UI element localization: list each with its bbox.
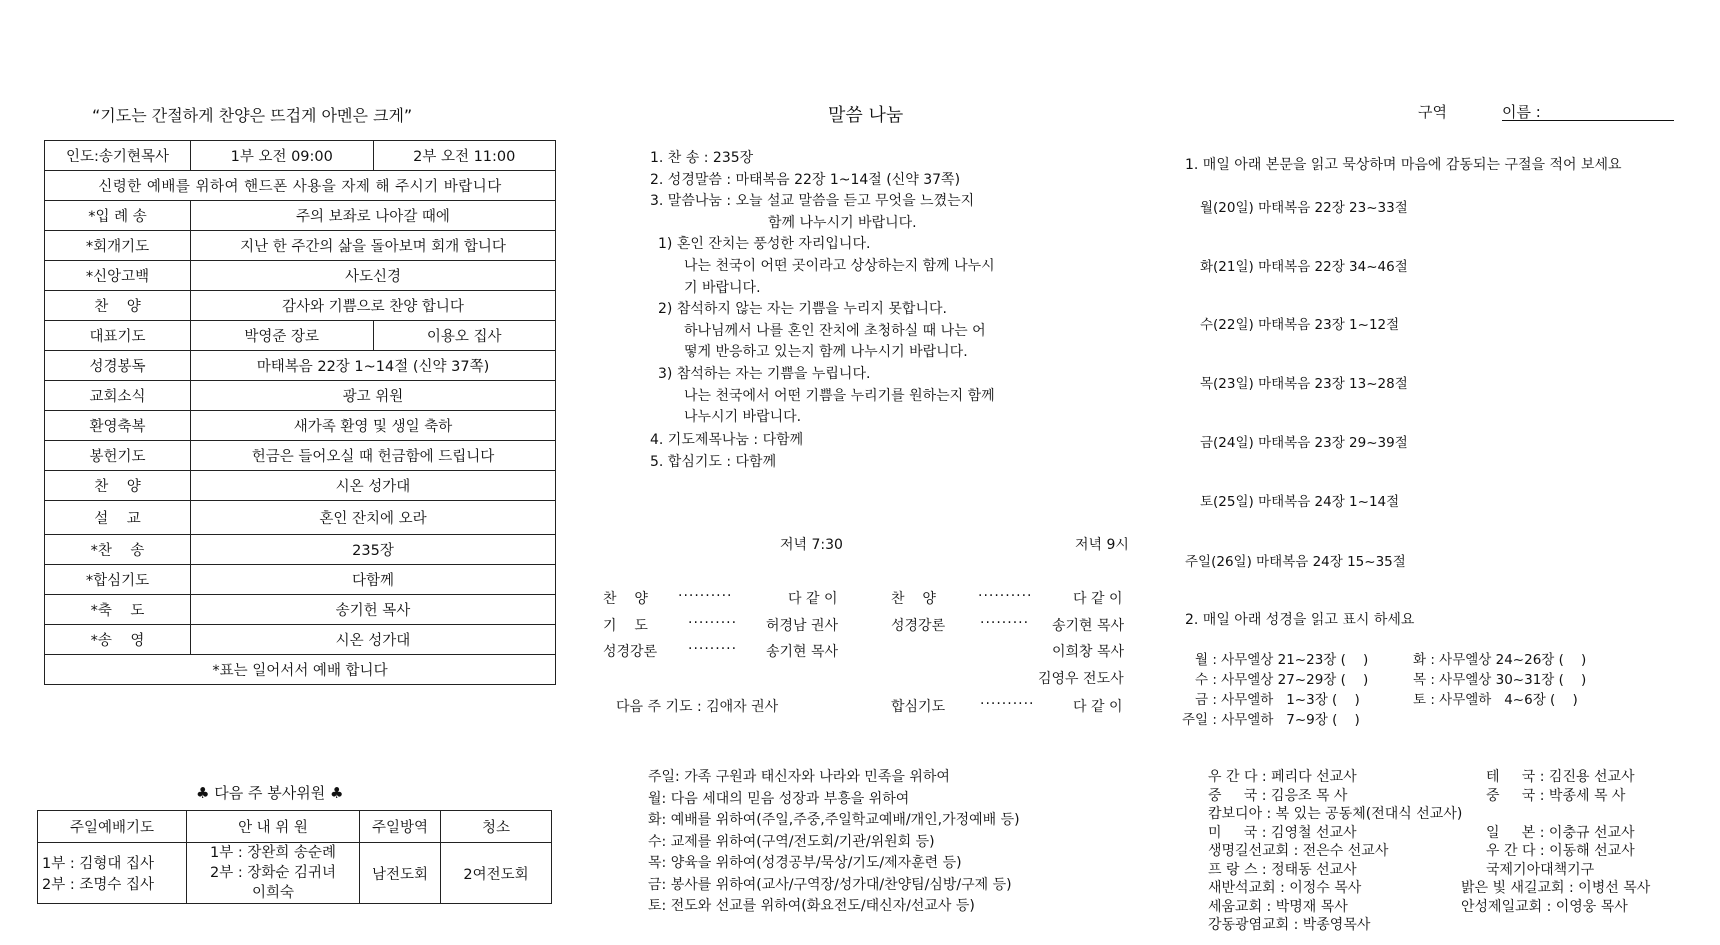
bible-check-item: 토 : 사무엘하 4~6장 ( ) (1413, 692, 1578, 708)
district-label: 구역 (1418, 103, 1447, 121)
list-item: 토: 전도와 선교를 위하여(화요전도/태신자/선교사 등) (648, 898, 975, 914)
table-row (45, 411, 556, 441)
row-value: 지난 한 주간의 삶을 돌아보며 회개 합니다 (191, 231, 556, 261)
row-value: 송기헌 목사 (191, 595, 556, 625)
evening-left-praise-label: 찬 양 (603, 591, 648, 607)
evening-right-extra-1: 이희창 목사 (1052, 644, 1125, 660)
bible-check-item: 금 : 사무엘하 1~3장 ( ) (1195, 692, 1360, 708)
line: 2) 참석하지 않는 자는 기쁨을 누리지 못합니다. (658, 301, 947, 318)
table-row (45, 625, 556, 655)
row-label: 찬 양 (45, 471, 191, 501)
row-label: 성경봉독 (45, 351, 191, 381)
row-label: 환영축복 (45, 411, 191, 441)
evening-right-extra-2: 김영우 전도사 (1038, 671, 1124, 687)
table-row (45, 351, 556, 381)
line: 나누시기 바랍니다. (684, 409, 802, 426)
reading-instruction: 1. 매일 아래 본문을 읽고 묵상하며 마음에 감동되는 구절을 적어 보세요 (1185, 157, 1622, 173)
evening-left-prayer-dots: ········· (688, 615, 738, 631)
row-label: *찬 송 (45, 535, 191, 565)
next-week-prayer: 다음 주 기도 : 김애자 권사 (616, 699, 779, 715)
table-row (45, 291, 556, 321)
bible-check-item: 주일 : 사무엘하 7~9장 ( ) (1182, 712, 1360, 728)
table-row (45, 321, 556, 351)
first-service-cell: 1부 오전 09:00 (191, 141, 374, 171)
line: 나는 천국이 어떤 곳이라고 상상하는지 함께 나누시 (684, 258, 995, 274)
list-item: 테 국 : 김진용 선교사 (1486, 769, 1635, 785)
usher-first: 1부 : 장완희 송순례 (210, 845, 336, 861)
table-row (45, 535, 556, 565)
table-row (45, 655, 556, 685)
line: 5. 합심기도 : 다함께 (650, 454, 777, 470)
usher-cell (187, 843, 360, 904)
list-item: 주일: 가족 구원과 태신자와 나라와 민족을 위하여 (648, 769, 950, 785)
list-item: 국제기아대책기구 (1486, 861, 1595, 878)
bible-check-item: 월 : 사무엘상 21~23장 ( ) (1195, 652, 1369, 668)
row-label: 찬 양 (45, 291, 191, 321)
evening-right-joint-value: 다 같 이 (1073, 699, 1123, 715)
list-item: 새반석교회 : 이정수 목사 (1208, 880, 1362, 896)
row-label: 교회소식 (45, 381, 191, 411)
next-week-volunteers-table (37, 810, 552, 904)
quarantine-cell: 남전도회 (360, 843, 441, 904)
line: 기 바랍니다. (684, 279, 761, 296)
row-label: *송 영 (45, 625, 191, 655)
reading-item: 금(24일) 마태복음 23장 29~39절 (1200, 435, 1408, 451)
list-item: 미 국 : 김영철 선교사 (1208, 824, 1357, 841)
bible-check-item: 목 : 사무엘상 30~31장 ( ) (1413, 672, 1587, 688)
evening-time-2: 저녁 9시 (1075, 537, 1129, 553)
evening-left-bible-value: 송기현 목사 (766, 644, 839, 660)
table-row (45, 565, 556, 595)
row-value: 235장 (191, 535, 556, 565)
row-value: 시온 성가대 (191, 625, 556, 655)
row-label: *축 도 (45, 595, 191, 625)
reading-item: 수(22일) 마태복음 23장 1~12절 (1200, 317, 1400, 333)
evening-left-praise-value: 다 같 이 (788, 591, 838, 607)
reading-item: 월(20일) 마태복음 22장 23~33절 (1200, 200, 1408, 216)
table-row (45, 231, 556, 261)
next-week-title: ♣ 다음 주 봉사위원 ♣ (196, 784, 344, 802)
evening-right-praise-dots: ·········· (978, 588, 1033, 604)
row-value-2: 이용오 집사 (373, 321, 556, 351)
list-item: 중 국 : 김응조 목 사 (1208, 787, 1348, 804)
line: 하나님께서 나를 혼인 잔치에 초청하실 때 나는 어 (684, 322, 986, 339)
line: 4. 기도제목나눔 : 다함께 (650, 432, 804, 448)
evening-right-joint-label: 합심기도 (891, 699, 946, 715)
leader-cell: 인도:송기현목사 (45, 141, 191, 171)
line: 1) 혼인 잔치는 풍성한 자리입니다. (658, 236, 871, 253)
table-row (45, 441, 556, 471)
row-value: 새가족 환영 및 생일 축하 (191, 411, 556, 441)
col-header: 주일예배기도 (38, 811, 187, 843)
name-underline (1502, 120, 1674, 121)
row-value: 헌금은 들어오실 때 헌금함에 드립니다 (191, 441, 556, 471)
list-item: 중 국 : 박종세 목 사 (1486, 787, 1626, 804)
evening-left-praise-dots: ·········· (678, 588, 733, 604)
standing-footnote: *표는 일어서서 예배 합니다 (45, 655, 556, 685)
usher-second: 2부 : 장화순 김귀녀 (210, 865, 336, 881)
list-item: 생명길선교회 : 전은수 선교사 (1208, 843, 1389, 859)
reading-item: 주일(26일) 마태복음 24장 15~35절 (1185, 554, 1406, 570)
evening-right-joint-dots: ·········· (980, 696, 1035, 712)
evening-time-1: 저녁 7:30 (780, 537, 843, 553)
evening-right-bible-dots: ········· (980, 615, 1030, 631)
list-item: 금: 봉사를 위하여(교사/구역장/성가대/찬양팀/심방/구제 등) (648, 876, 1012, 893)
col-header: 주일방역 (360, 811, 441, 843)
list-item: 일 본 : 이충규 선교사 (1486, 824, 1635, 841)
sharing-title: 말씀 나눔 (828, 105, 904, 126)
row-label: 설 교 (45, 501, 191, 535)
line: 3. 말씀나눔 : 오늘 설교 말씀을 듣고 무엇을 느꼈는지 (650, 193, 975, 210)
list-item: 밝은 빛 새길교회 : 이병선 목사 (1461, 880, 1651, 896)
table-row (45, 501, 556, 535)
list-item: 우 간 다 : 페리다 선교사 (1208, 769, 1357, 785)
row-value-1: 박영준 장로 (191, 321, 374, 351)
phone-notice: 신령한 예배를 위하여 핸드폰 사용을 자제 해 주시기 바랍니다 (45, 171, 556, 201)
list-item: 월: 다음 세대의 믿음 성장과 부흥을 위하여 (648, 790, 910, 807)
reading-item: 목(23일) 마태복음 23장 13~28절 (1200, 376, 1408, 392)
evening-left-prayer-value: 허경남 권사 (766, 618, 839, 634)
list-item: 강동광염교회 : 박종영목사 (1208, 917, 1371, 933)
cleaning-cell: 2여전도회 (441, 843, 552, 904)
row-label: *회개기도 (45, 231, 191, 261)
list-item: 수: 교제를 위하여(구역/전도회/기관/위원회 등) (648, 833, 935, 850)
table-row (45, 381, 556, 411)
row-value: 다함께 (191, 565, 556, 595)
list-item: 우 간 다 : 이동해 선교사 (1486, 843, 1635, 859)
col-header: 안 내 위 원 (187, 811, 360, 843)
second-service-cell: 2부 오전 11:00 (373, 141, 556, 171)
line: 3) 참석하는 자는 기쁨을 누립니다. (658, 366, 871, 382)
usher-third: 이희숙 (251, 885, 295, 901)
bible-check-item: 수 : 사무엘상 27~29장 ( ) (1195, 672, 1369, 688)
bible-check-item: 화 : 사무엘상 24~26장 ( ) (1413, 652, 1587, 668)
line: 함께 나누시기 바랍니다. (768, 214, 917, 231)
evening-left-bible-dots: ········· (688, 641, 738, 657)
table-row (45, 261, 556, 291)
table-row (38, 811, 552, 843)
evening-left-bible-label: 성경강론 (603, 644, 658, 660)
row-label: 대표기도 (45, 321, 191, 351)
list-item: 세움교회 : 박명재 목사 (1208, 898, 1348, 915)
row-value: 혼인 잔치에 오라 (191, 501, 556, 535)
list-item: 화: 예배를 위하여(주일,주중,주일학교예배/개인,가정예배 등) (648, 812, 1020, 828)
row-value: 사도신경 (191, 261, 556, 291)
prayer-first: 1부 : 김형대 집사 (42, 856, 154, 872)
row-value: 시온 성가대 (191, 471, 556, 501)
order-of-worship-table (44, 140, 556, 685)
line: 1. 찬 송 : 235장 (650, 150, 754, 166)
table-row (45, 171, 556, 201)
col-header: 청소 (441, 811, 552, 843)
table-row (45, 141, 556, 171)
list-item: 캄보디아 : 복 있는 공동체(전대식 선교사) (1208, 806, 1463, 822)
row-value: 마태복음 22장 1~14절 (신약 37쪽) (191, 351, 556, 381)
line: 나는 천국에서 어떤 기쁨을 누리기를 원하는지 함께 (684, 387, 995, 404)
list-item: 안성제일교회 : 이영웅 목사 (1461, 898, 1628, 915)
motto: “기도는 간절하게 찬양은 뜨겁게 아멘은 크게” (92, 106, 413, 125)
prayer-second: 2부 : 조명수 집사 (42, 877, 154, 893)
prayer-cell (38, 843, 187, 904)
evening-right-praise-value: 다 같 이 (1073, 591, 1123, 607)
row-value: 감사와 기쁨으로 찬양 합니다 (191, 291, 556, 321)
reading-item: 화(21일) 마태복음 22장 34~46절 (1200, 259, 1408, 275)
row-label: *신앙고백 (45, 261, 191, 291)
list-item: 프 랑 스 : 정태동 선교사 (1208, 861, 1357, 878)
table-row (45, 201, 556, 231)
evening-right-bible-label: 성경강론 (891, 618, 946, 634)
reading-item: 토(25일) 마태복음 24장 1~14절 (1200, 494, 1400, 510)
row-label: 봉헌기도 (45, 441, 191, 471)
name-label: 이름 : (1502, 103, 1541, 121)
line: 떻게 반응하고 있는지 함께 나누시기 바랍니다. (684, 344, 968, 361)
line: 2. 성경말씀 : 마태복음 22장 1~14절 (신약 37쪽) (650, 171, 961, 188)
row-value: 주의 보좌로 나아갈 때에 (191, 201, 556, 231)
table-row (45, 471, 556, 501)
row-label: *입 례 송 (45, 201, 191, 231)
table-row (45, 595, 556, 625)
evening-left-prayer-label: 기 도 (603, 618, 648, 634)
row-value: 광고 위원 (191, 381, 556, 411)
evening-right-bible-value: 송기현 목사 (1052, 618, 1125, 634)
bible-check-instruction: 2. 매일 아래 성경을 읽고 표시 하세요 (1185, 612, 1415, 628)
evening-right-praise-label: 찬 양 (891, 591, 936, 607)
row-label: *합심기도 (45, 565, 191, 595)
list-item: 목: 양육을 위하여(성경공부/묵상/기도/제자훈련 등) (648, 855, 962, 871)
table-row (38, 843, 552, 904)
